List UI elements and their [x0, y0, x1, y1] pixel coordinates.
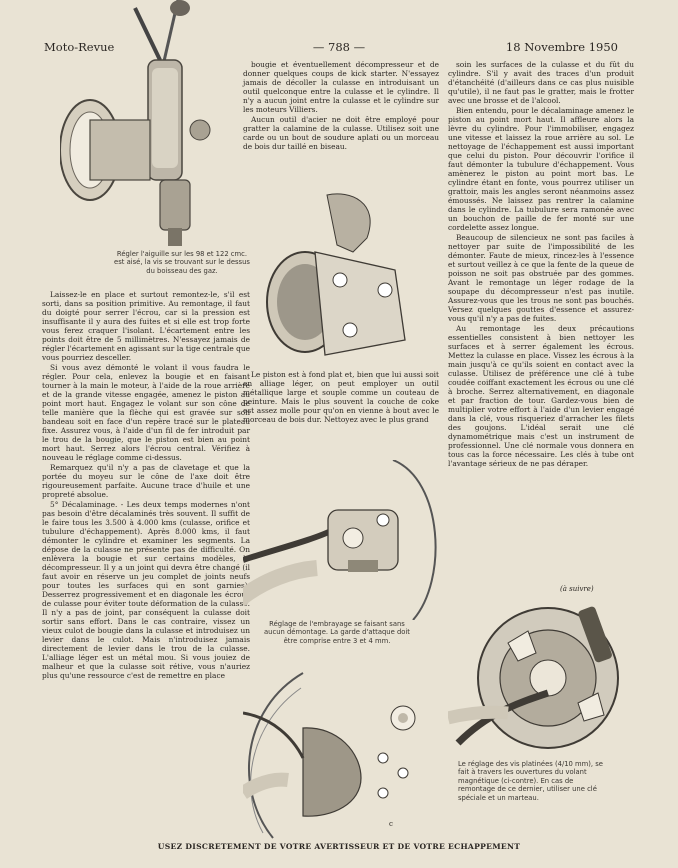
- paragraph: bougie et éventuellement décompresseur et de donner quelques coups de kick starter. N'essayez jamais de décoller la culasse en introduisant un outil quelconque entre la culasse et le cylindre. Il n'y a aucun joint entre la culasse et le cylindre sur les moteurs Villiers.: [243, 60, 439, 114]
- platinum-caption: Le réglage des vis platinées (4/10 mm), se fait à travers les ouvertures du volant magnétique (ci-contre). En cas de remontage de ce dernier, utiliser une clé spéciale et un marteau.: [458, 760, 603, 802]
- cleaning-head-illustration: [255, 190, 435, 365]
- clutch-caption: Réglage de l'embrayage se faisant sans aucun démontage. La garde d'attaque doit être comprise entre 3 et 4 mm.: [264, 620, 410, 645]
- column-3: [448, 60, 634, 469]
- paragraph: Au remontage les deux précautions essentielles consistent à bien nettoyer les surfaces et à serrer également les écrous. Mettez la culasse en place. Vissez les écrous à la main jusqu'à ce qu'ils soient en contact avec la culasse. Utilisez de préférence une clé à tube coudée coiffant exactement les écrous ou une clé à broche. Serrez alternativement, en diagonale et par fraction de tour. Gardez-vous bien de multiplier votre effort à l'aide d'un levier engagé dans la clé, vous risqueriez d'arracher les filets des goujons. L'idéal serait une clé dynamométrique mais c'est un instrument de professionnel. Une clé normale vous donnera en tous cas la force nécessaire. Les clés à tube ont l'avantage sérieux de ne pas déraper.: [448, 324, 634, 468]
- page-number: — 788 —: [312, 40, 366, 54]
- carburettor-illustration: [60, 0, 230, 255]
- paragraph: Laissez-le en place et surtout remontez-le, s'il est sorti, dans sa position primitive. Au remontage, il faut du doigté pour serrer l'écrou, car si la pression est insuffisante il y aura des fuites et si elle est trop forte vous ferez craquer l'isolant. L'écartement entre les points doit être de 5 millimètres. N'essayez jamais de régler l'écartement en agissant sur la tige centrale que vous pourriez desceller.: [42, 290, 250, 362]
- carburettor-caption: Régler l'aiguille sur les 98 et 122 cmc. est aisé, la vis se trouvant sur le dessus du boisseau des gaz.: [114, 250, 250, 275]
- paragraph: Le piston est à fond plat et, bien que lui aussi soit en alliage léger, on peut employer un outil métallique large et souple comme un couteau de peinture. Mais le plus souvent la couche de coke est assez molle pour qu'on en vienne à bout avec le morceau de bois dur. Nettoyez avec le plus grand: [243, 370, 439, 424]
- plate-letter: c: [389, 820, 393, 828]
- flywheel-illustration: [243, 668, 438, 840]
- column-1: [42, 290, 250, 681]
- magazine-title: Moto-Revue: [44, 40, 115, 54]
- paragraph: Si vous avez démonté le volant il vous faudra le régler. Pour cela, enlevez la bougie et en faisant tourner à la main le moteur, à l'aide de la roue arrière et de la grande vitesse engagée, amenez le piston au point mort haut. Engagez le volant sur son cône de telle manière que la flèche qui est gravée sur son bandeau soit en face d'un repère tracé sur le plateau fixe. Assurez vous, à l'aide d'un fil de fer introduit par le trou de la bougie, que le piston est bien au point mort haut. Serrez alors l'écrou central. Vérifiez à nouveau le réglage comme ci-dessus.: [42, 363, 250, 462]
- column-2-middle: [243, 370, 439, 425]
- paragraph: 5° Décalaminage. - Les deux temps modernes n'ont pas besoin d'être décalaminés très souvent. Il suffit de le faire tous les 3.500 à 4.000 kms (culasse, orifice et tubulure d'échappement). Après 8.000 kms, il faut démonter le cylindre et examiner les segments. La dépose de la culasse ne présente pas de difficulté. On enlèvera la bougie et sur certains modèles, le décompresseur. Il y a un joint qui devra être changé (il faut avoir en réserve un jeu complet de joints neufs pour toutes les surfaces qui en sont garnies). Desserrez progressivement et en diagonale les écrous de culasse pour éviter toute déformation de la culasse. Il n'y a pas de joint, par conséquent la culasse doit sortir sans effort. Dans le cas contraire, vissez un vieux culot de bougie dans la culasse et introduisez un levier dans le culot. Mais n'introduisez jamais directement de levier dans le trou de la culasse. L'alliage léger est un métal mou. Si vous jouiez de malheur et que la culasse soit rétive, vous n'auriez plus qu'une ressource c'est de remettre en place: [42, 500, 250, 680]
- column-2-top: [243, 60, 439, 152]
- paragraph: Remarquez qu'il n'y a pas de clavetage et que la portée du moyeu sur le cône de l'axe doit être rigoureusement parfaite. Aucune trace d'huile et une propreté absolue.: [42, 463, 250, 499]
- paragraph: Beaucoup de silencieux ne sont pas faciles à nettoyer par suite de l'impossibilité de les démonter. Faute de mieux, rincez-les à l'essence et surtout veillez à ce que la fente de la queue de poisson ne soit pas obstruée par des gommes. Avant le remontage un léger rodage de la soupape du décompresseur n'est pas inutile. Assurez-vous que les trous ne sont pas bouchés. Versez quelques gouttes d'essence et assurez-vous qu'il n'y a pas de fuites.: [448, 233, 634, 323]
- magneto-illustration: [448, 593, 648, 753]
- paragraph: Aucun outil d'acier ne doit être employé pour gratter la calamine de la culasse. Utilisez soit une carde ou un bout de soudure aplati ou un morceau de bois dur taillé en biseau.: [243, 115, 439, 151]
- paragraph: soin les surfaces de la culasse et du fût du cylindre. S'il y avait des traces d'un produit d'étanchéité (d'ailleurs dans ce cas plus nuisible qu'utile), il ne faut pas le gratter, mais le frotter avec une brosse et de l'alcool.: [448, 60, 634, 105]
- continued-note: (à suivre): [560, 585, 594, 593]
- clutch-adjust-illustration: [243, 460, 443, 620]
- paragraph: Bien entendu, pour le décalaminage amenez le piston au point mort haut. Il affleure alors la lèvre du cylindre. Pour l'immobiliser, engagez une vitesse et laissez la roue arrière au sol. Le nettoyage de l'échappement est aussi important que celui du piston. Pour découvrir l'orifice il faut démonter la tubulure d'échappement. Vous amènerez le piston au point mort bas. Le cylindre étant en fonte, vous pourrez utiliser un grattoir, mais les angles seront néanmoins assez émoussés. Ne laissez pas rentrer la calamine dans le cylindre. La tubulure sera ramonée avec un bouchon de paille de fer monté sur une cordelette assez longue.: [448, 106, 634, 232]
- footer-slogan: USEZ DISCRETEMENT DE VOTRE AVERTISSEUR ET DE VOTRE ECHAPPEMENT: [157, 842, 521, 851]
- issue-date: 18 Novembre 1950: [505, 40, 618, 54]
